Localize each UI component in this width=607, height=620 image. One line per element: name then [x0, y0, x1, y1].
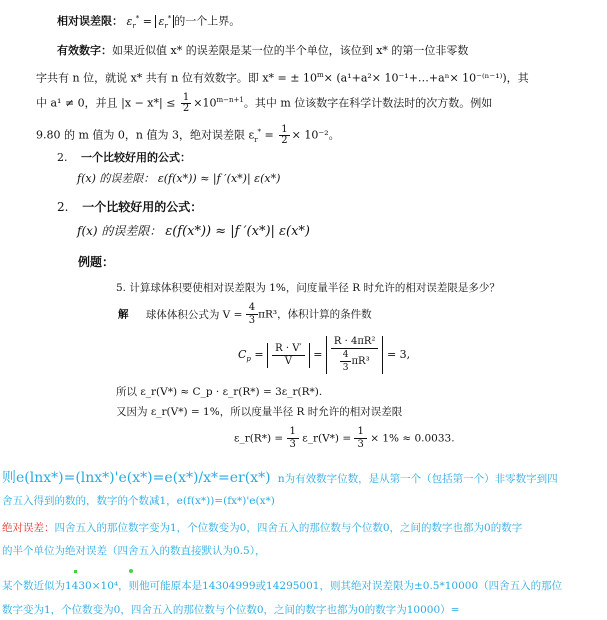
mn-exp: m−n+1	[216, 96, 244, 104]
rel-err-label: 相对误差限：	[57, 14, 123, 28]
formula-small-expr: ε(f(x*)) ≈ |f ′(x*)| ε(x*)	[157, 172, 281, 185]
example-solution-text: 球体体积公式为 V =	[145, 308, 243, 321]
example-solution-line	[118, 302, 372, 327]
example-label: 例题：	[78, 255, 115, 269]
sig-digits-text1: 如果近似值 x* 的误差限是某一位的半个单位，该位到 x* 的第一位非零数	[112, 44, 469, 57]
abs-err-line1	[2, 520, 522, 535]
one-third-fraction-1: $\frac{1}{3}$	[287, 426, 299, 451]
half-fraction-2: $\frac{1}{2}$	[281, 124, 288, 147]
one-third-fraction-2: $\frac{1}{3}$	[354, 426, 366, 451]
example-solution-prefix: 解	[118, 308, 129, 321]
rel-err-line	[57, 11, 240, 33]
formula-big-expr-line	[77, 222, 310, 239]
sig-digits-text3b: ×10	[193, 96, 217, 110]
m-exp: m	[316, 71, 324, 79]
final-a: ε_r(R*) =	[234, 432, 284, 445]
approx-note-line1: 某个数近似为1430×10⁴，则他可能原本是14304999或14295001，则其绝对误差限为±0.5*10000（四舍五入的那位	[2, 580, 563, 592]
ln-note-line1	[2, 467, 558, 487]
sig-digits-text4a: 9.80 的 m 值为 0，n 值为 3，绝对误差限 ε	[36, 128, 255, 142]
abs-err-label: 绝对误差：	[2, 522, 55, 534]
abs-err-text1: 四舍五入的那位数字变为1，个位数变为0，四舍五入的那位数与个位数0，之间的数字也都为0的数字	[54, 522, 523, 534]
sig-digits-text4b: =	[264, 128, 278, 142]
final-b: ε_r(V*) =	[302, 432, 352, 445]
rel-err-expr: $\varepsilon_r^* = \varepsilon_r^*$	[127, 15, 175, 28]
sig-digits-text4c: × 10⁻²。	[291, 128, 340, 142]
formula-big-num: 2.	[57, 200, 69, 214]
formula-small-title	[57, 151, 191, 165]
sig-digits-text3c: 。其中 m 位该数字在科学计数法时的次方数。例如	[243, 96, 493, 110]
ln-note-big: 则e(lnx*)=(lnx*)'e(x*)=e(x*)/x*=er(x*)	[2, 470, 271, 486]
sig-digits-text2a: 字共有 n 位，就说 x* 共有 n 位有效数字。即 x* = ± 10	[36, 71, 317, 85]
ln-note-line2: 舍五入得到的数的，数字的个数减1，e(f(x*))=(fx*)'e(x*)	[2, 495, 275, 507]
example-cp-line: $C_p$ = $\frac{R \cdot V'}{V}$ = R · 4πR² $\frac{4}{3}$ πR³ = 3,	[238, 336, 411, 373]
formula-big-label: f(x) 的误差限：	[77, 224, 162, 238]
abs-err-line2: 的半个单位为绝对误差（四舍五入的数直接默认为0.5），	[2, 545, 266, 557]
green-dot-2	[129, 569, 133, 573]
example-question: 5. 计算球体积要使相对误差限为 1%，问度量半径 R 时允许的相对误差限是多少？	[116, 282, 500, 294]
sig-digits-text2b: × (a¹+a²× 10⁻¹+…+aⁿ× 10⁻⁽ⁿ⁻¹⁾)，其	[323, 71, 529, 85]
sig-digits-text3a: 中 a¹ ≠ 0，并且 |x − x*| ≤	[36, 96, 176, 110]
example-so-line: 所以 ε_r(V*) ≈ C_p · ε_r(R*) = 3ε_r(R*).	[116, 386, 323, 398]
formula-small-expr-line	[77, 172, 280, 186]
formula-small-label: f(x) 的误差限：	[77, 172, 155, 185]
sig-digits-line1	[57, 44, 468, 58]
sig-digits-label: 有效数字：	[57, 44, 112, 57]
formula-small-heading: 一个比较好用的公式：	[81, 151, 191, 164]
example-again-line: 又因为 ε_r(V*) = 1%，所以度量半径 R 时允许的相对误差限	[116, 406, 403, 418]
formula-big-expr: ε(f(x*)) ≈ |f ′(x*)| ε(x*)	[165, 224, 310, 239]
sig-digits-line2	[36, 68, 529, 86]
example-final-line	[234, 426, 455, 451]
example-image	[88, 268, 568, 448]
four-thirds-fraction: $\frac{4}{3}$	[246, 302, 258, 327]
approx-note-line2: 数字变为1，个位数变为0，四舍五入的那位数与个位数0，之间的数字也都为0的数字为10000）=	[2, 604, 460, 616]
sig-digits-line4: 9.80 的 m 值为 0，n 值为 3，绝对误差限 $\varepsilon_r^*$ = $\frac{1}{2}$ × 10⁻²。	[36, 124, 340, 147]
green-dot-1	[74, 570, 77, 573]
cp-abs-1: $\frac{R \cdot V'}{V}$	[267, 343, 310, 368]
formula-big-heading: 一个比较好用的公式：	[82, 200, 203, 214]
formula-small-num: 2.	[57, 151, 68, 164]
sig-digits-line3	[36, 93, 492, 114]
cp-symbol: $C_p$	[238, 348, 251, 364]
formula-big-title	[57, 198, 202, 215]
ln-note-rest: n为有效数字位数，是从第一个（包括第一个）非零数字到四	[277, 473, 558, 485]
rel-err-tail: 的一个上界。	[174, 14, 241, 28]
final-c: × 1% ≈ 0.0033.	[370, 432, 455, 445]
example-solution-text2: πR³，体积计算的条件数	[258, 308, 372, 321]
half-fraction: $\frac{1}{2}$	[182, 92, 190, 115]
cp-result: = 3,	[386, 348, 411, 361]
cp-abs-2: R · 4πR² $\frac{4}{3}$ πR³	[326, 336, 384, 374]
